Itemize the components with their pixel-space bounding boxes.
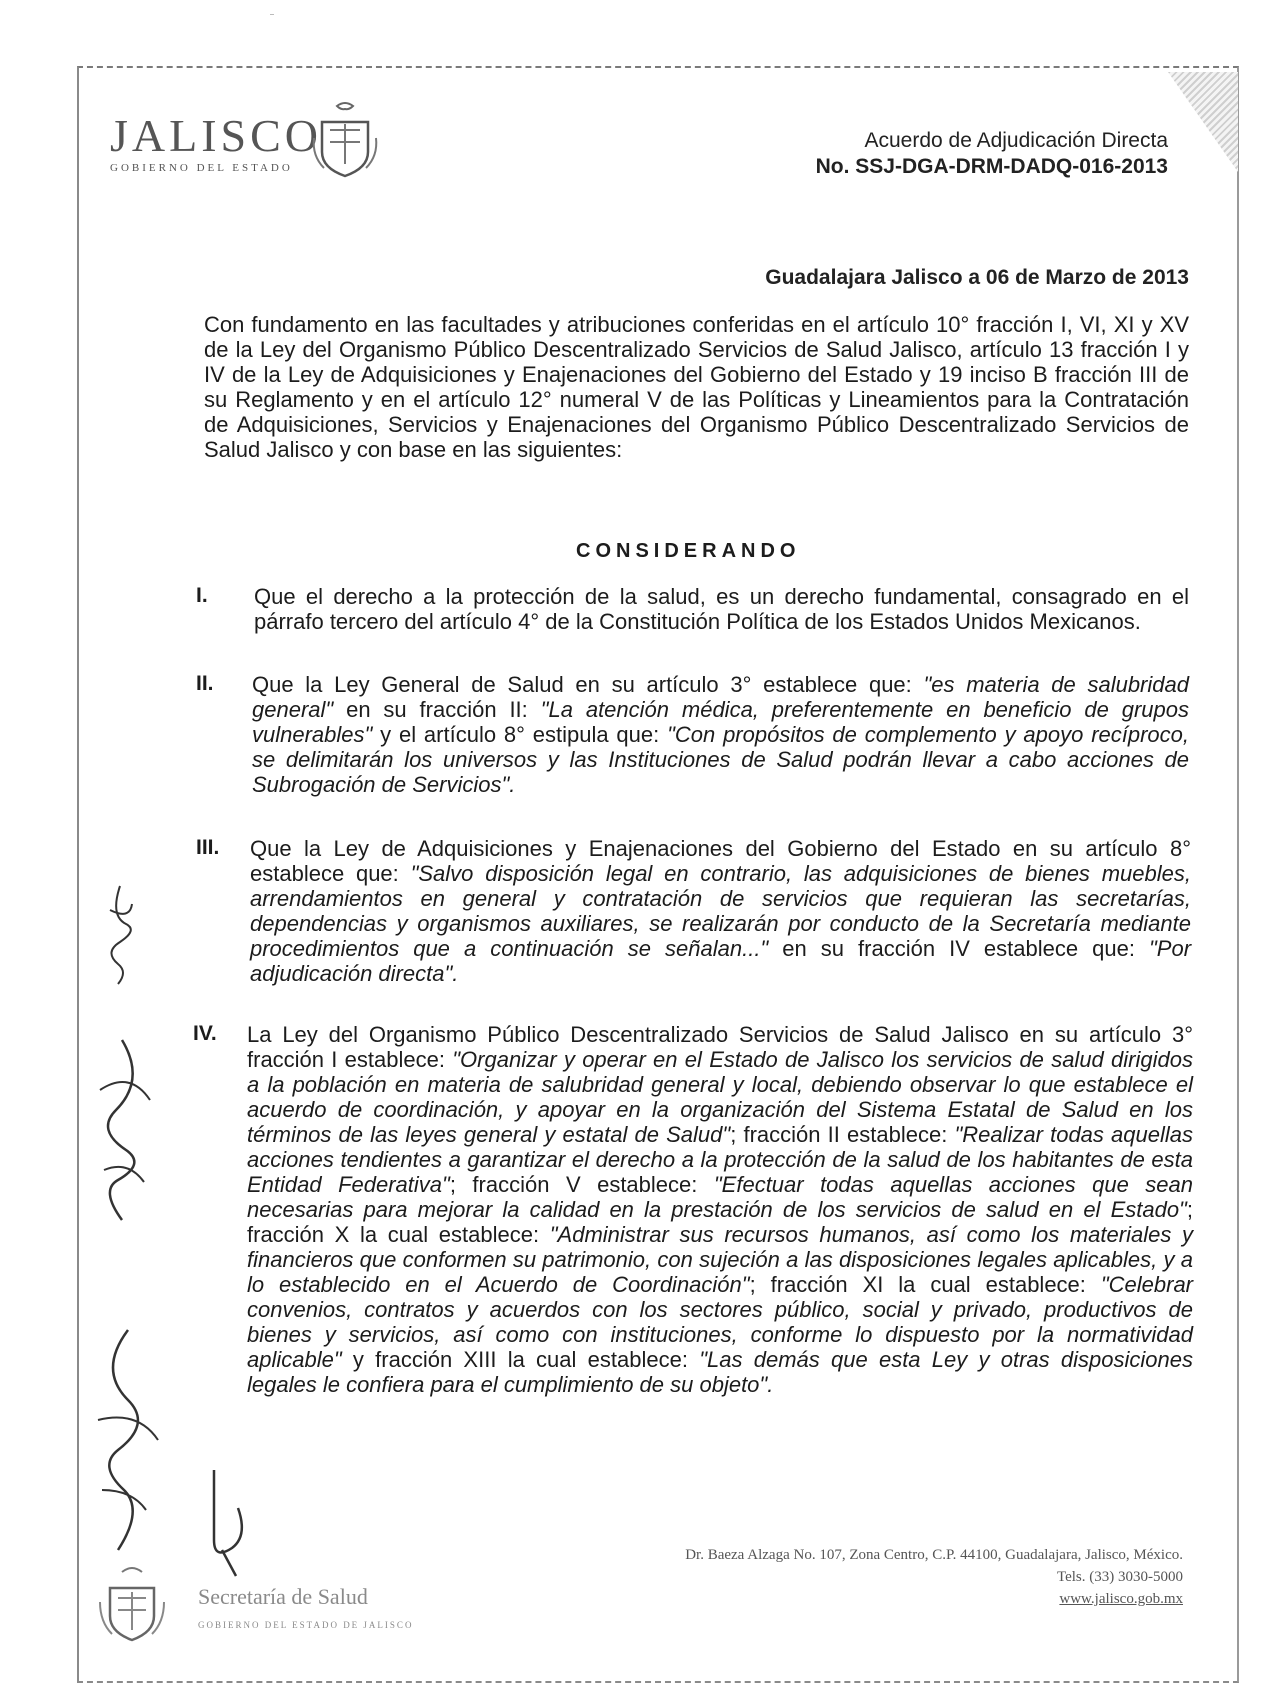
item-numeral: II. <box>196 672 214 695</box>
department-name: Secretaría de Salud <box>198 1584 368 1609</box>
section-heading: CONSIDERANDO <box>576 540 801 562</box>
jalisco-logo <box>110 112 322 174</box>
footer-phone: Tels. (33) 3030-5000 <box>1056 1569 1183 1585</box>
logo-wordmark: JALISCO <box>110 110 323 161</box>
logo-subtitle: GOBIERNO DEL ESTADO <box>110 162 293 174</box>
document-reference <box>816 128 1168 180</box>
footer-contact <box>685 1544 1183 1610</box>
item-text: La Ley del Organismo Público Descentralizado Servicios de Salud Jalisco en su artículo 3° fracción I establece: "Organizar y operar en el Estado de Jalisco los servicios de salud dirigidos a la población en materia de salubridad general y local, debiendo observar lo que establece el acuerdo de coordinación, y apoyar en la organización del Sistema Estatal de Salud en los términos de las leyes general y estatal de Salud"; fracción II establece: "Realizar todas aquellas acciones tendientes a garantizar el derecho a la protección de la salud de los habitantes de esta Entidad Federativa"; fracción V establece: "Efectuar todas aquellas acciones que sean necesarias para mejorar la calidad en la prestación de los servicios de salud en el Estado"; fracción X la cual establece: "Administrar sus recursos humanos, así como los materiales y financieros que conformen su patrimonio, con sujeción a las disposiciones legales aplicables, y a lo establecido en el Acuerdo de Coordinación"; fracción XI la cual establece: "Celebrar convenios, contratos y acuerdos con los sectores público, social y privado, productivos de bienes y servicios, así como con instituciones, conforme lo dispuesto por la normatividad aplicable" y fracción XIII la cual establece: "Las demás que esta Ley y otras disposiciones legales le confiera para el cumplimiento de su objeto". <box>247 1022 1194 1397</box>
reference-title: Acuerdo de Adjudicación Directa <box>864 129 1168 152</box>
health-seal-icon <box>96 1562 168 1652</box>
item-text: Que la Ley de Adquisiciones y Enajenaciones del Gobierno del Estado en su artículo 8° establece que: "Salvo disposición legal en contrario, las adquisiciones de bienes muebles, arrendamientos en general y contratación de servicios que requieran las secretarías, dependencias y organismos auxiliares, se realizarán por conducto de la Secretaría mediante procedimientos que a continuación se señalan..." en su fracción IV establece que: "Por adjudicación directa". <box>250 836 1192 986</box>
reference-number: No. SSJ-DGA-DRM-DADQ-016-2013 <box>815 155 1168 178</box>
item-numeral: IV. <box>193 1022 217 1045</box>
margin-signature-2 <box>92 1030 162 1240</box>
intro-paragraph: Con fundamento en las facultades y atribuciones conferidas en el artículo 10° fracción I, VI, XI y XV de la Ley del Organismo Público Descentralizado Servicios de Salud Jalisco, artículo 13 fracción I y IV de la Ley de Adquisiciones y Enajenaciones del Gobierno del Estado y 19 inciso B fracción III de su Reglamento y en el artículo 12° numeral V de las Políticas y Lineamientos para la Contratación de Adquisiciones, Servicios y Enajenaciones del Organismo Público Descentralizado Servicios de Salud Jalisco y con base en las siguientes: <box>204 312 1189 462</box>
state-seal-icon <box>310 98 380 182</box>
scan-speck <box>270 14 274 15</box>
margin-signature-4 <box>200 1460 260 1580</box>
item-text: Que la Ley General de Salud en su artículo 3° establece que: "es materia de salubridad general" en su fracción II: "La atención médica, preferentemente en beneficio de grupos vulnerables" y el artículo 8° estipula que: "Con propósitos de complemento y apoyo recíproco, se delimitarán los universos y las Instituciones de Salud podrán llevar a cabo acciones de Subrogación de Servicios". <box>252 672 1190 797</box>
department-subtitle: GOBIERNO DEL ESTADO DE JALISCO <box>198 1620 414 1630</box>
item-numeral: I. <box>196 584 208 607</box>
footer-address: Dr. Baeza Alzaga No. 107, Zona Centro, C.P. 44100, Guadalajara, Jalisco, México. <box>685 1547 1183 1563</box>
footer-website-link[interactable]: www.jalisco.gob.mx <box>1059 1591 1183 1607</box>
margin-signature-1 <box>90 880 150 1000</box>
margin-signature-3 <box>88 1320 168 1560</box>
item-text: Que el derecho a la protección de la salud, es un derecho fundamental, consagrado en el párrafo tercero del artículo 4° de la Constitución Política de los Estados Unidos Mexicanos. <box>254 584 1189 634</box>
item-numeral: III. <box>196 836 220 859</box>
document-date: Guadalajara Jalisco a 06 de Marzo de 2013 <box>765 266 1189 289</box>
department-block <box>198 1584 413 1630</box>
